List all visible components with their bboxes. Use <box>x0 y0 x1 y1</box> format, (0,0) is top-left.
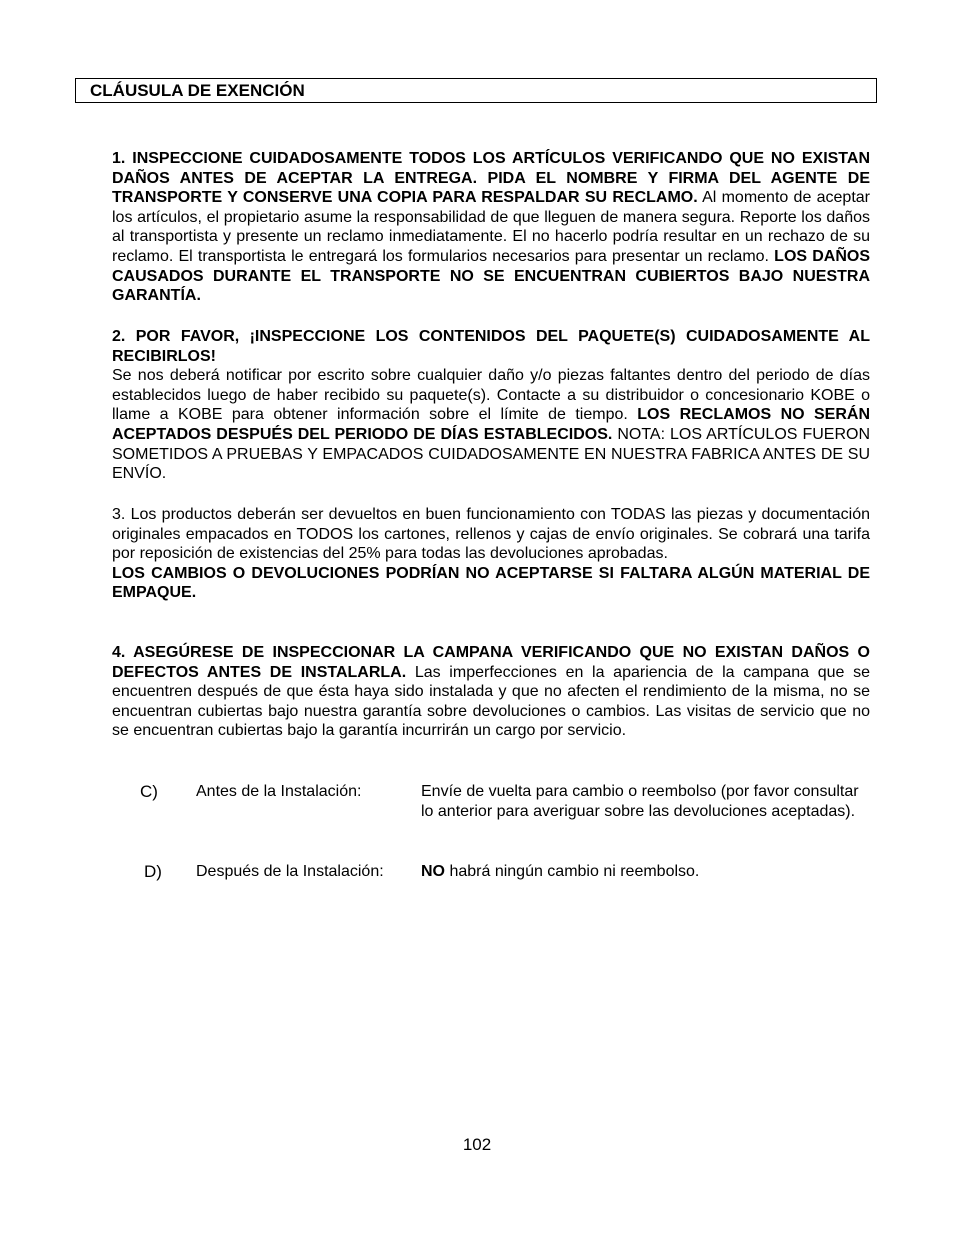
section-4-bold-lead: 4. ASEGÚRESE DE INSPECCIONAR LA CAMPANA VERIFICANDO QUE NO EXISTAN DAÑOS O DEFECTOS ANTES DE INSTALARLA. <box>112 644 870 681</box>
section-3-paragraph <box>112 505 870 564</box>
header-box <box>75 78 877 103</box>
list-label: Después de la Instalación: <box>196 863 384 880</box>
list-description: Envíe de vuelta para cambio o reembolso (por favor consultar lo anterior para averiguar sobre las devoluciones aceptadas). <box>421 783 859 820</box>
page-number: 102 <box>462 1135 492 1154</box>
section-3-warning <box>112 564 870 603</box>
section-2-body-tail: NOTA: LOS ARTÍCULOS FUERON SOMETIDOS A PRUEBAS Y EMPACADOS CUIDADOSAMENTE EN NUESTRA FABRICA ANTES DE SU ENVÍO. <box>112 425 870 483</box>
section-2-body: Se nos deberá notificar por escrito sobre cualquier daño y/o piezas faltantes dentro del periodo de días establecidos luego de haber recibido su paquete(s). Contacte a su distribuidor o concesionario KOBE o llame a KOBE para obtener información sobre el límite de tiempo. <box>112 367 870 424</box>
section-2-paragraph <box>112 366 870 484</box>
section-2 <box>112 327 870 484</box>
list-label: Antes de la Instalación: <box>196 783 362 800</box>
section-1-bold-lead: 1. INSPECCIONE CUIDADOSAMENTE TODOS LOS ARTÍCULOS VERIFICANDO QUE NO EXISTAN DAÑOS ANTES DE ACEPTAR LA ENTREGA. PIDA EL NOMBRE Y FIRMA DEL AGENTE DE TRANSPORTE Y CONSERVE UNA COPIA PARA RESPALDAR SU RECLAMO. <box>112 150 870 207</box>
installation-list <box>112 782 870 892</box>
section-3 <box>112 505 870 603</box>
section-3-body: 3. Los productos deberán ser devueltos en buen funcionamiento con TODAS las piezas y documentación originales empacados en TODOS los cartones, rellenos y cajas de envío originales. Se cobrará una tarifa por reposición de existencias del 25% para todas las devoluciones aprobadas. <box>112 506 870 563</box>
section-3-bold-tail: LOS CAMBIOS O DEVOLUCIONES PODRÍAN NO ACEPTARSE SI FALTARA ALGÚN MATERIAL DE EMPAQUE. <box>112 564 870 602</box>
section-1-paragraph <box>112 149 870 306</box>
section-1 <box>112 149 870 306</box>
list-description <box>421 862 871 882</box>
list-marker: D) <box>144 862 162 881</box>
section-4-body: Las imperfecciones en la apariencia de la campana que se encuentren después de que ésta haya sido instalada y que no afecten el rendimiento de la misma, no se encuentran cubiertas bajo nuestra garantía sobre devoluciones o cambios. Las visitas de servicio que no se encuentran cubiertas bajo la garantía incurrirán un cargo por servicio. <box>112 663 871 740</box>
list-description-bold: NO <box>421 863 445 880</box>
section-2-heading <box>112 327 870 366</box>
section-1-body: Al momento de aceptar los artículos, el propietario asume la responsabilidad de que lleguen de manera segura. Reporte los daños al transportista y presente un reclamo inmediatamente. El no hacerlo podría resultar en un rechazo de su reclamo. El transportista le entregará los formularios necesarios para presentar un reclamo. <box>112 189 870 265</box>
section-4-paragraph <box>112 643 870 741</box>
list-marker: C) <box>140 782 158 801</box>
section-1-bold-tail: LOS DAÑOS CAUSADOS DURANTE EL TRANSPORTE NO SE ENCUENTRAN CUBIERTOS BAJO NUESTRA GARANTÍA. <box>112 247 870 305</box>
section-2-bold-lead: 2. POR FAVOR, ¡INSPECCIONE LOS CONTENIDOS DEL PAQUETE(S) CUIDADOSAMENTE AL RECIBIRLOS! <box>112 328 870 365</box>
page-title: CLÁUSULA DE EXENCIÓN <box>90 81 305 100</box>
section-2-bold-mid: LOS RECLAMOS NO SERÁN ACEPTADOS DESPUÉS DEL PERIODO DE DÍAS ESTABLECIDOS. <box>112 406 871 443</box>
section-4 <box>112 643 870 741</box>
list-description-text: habrá ningún cambio ni reembolso. <box>445 863 700 880</box>
